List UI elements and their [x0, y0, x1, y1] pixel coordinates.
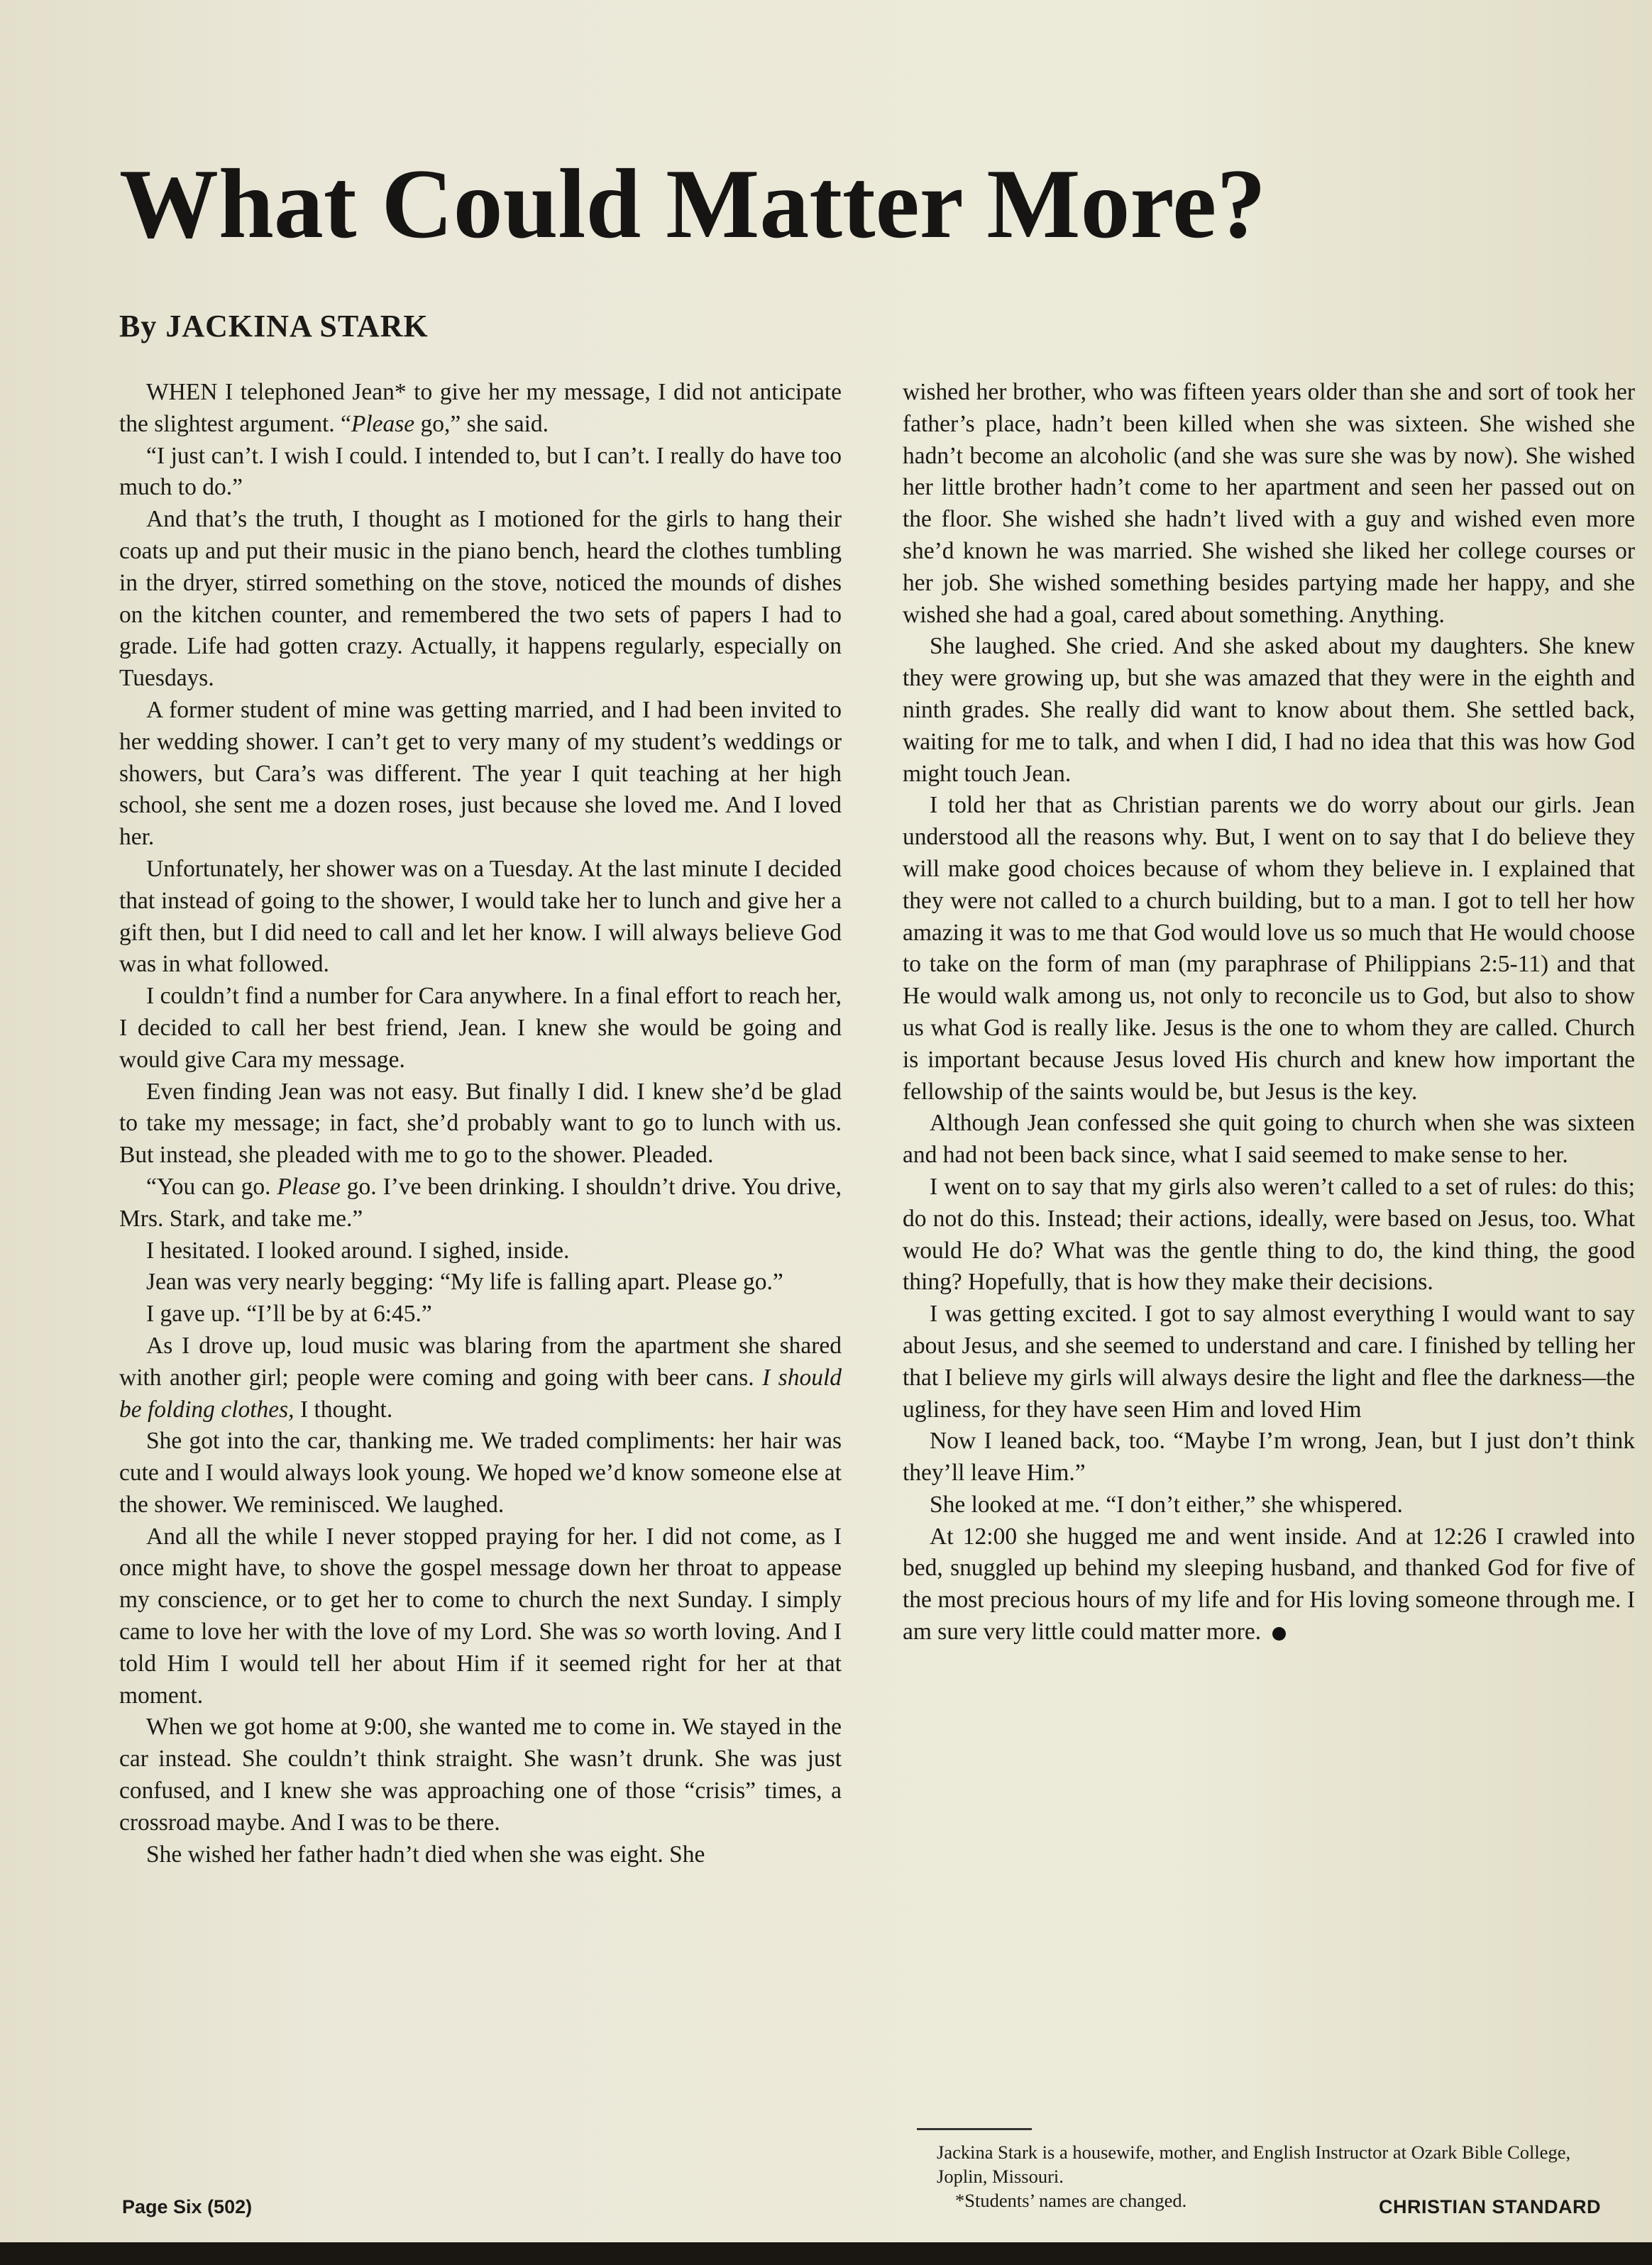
paragraph: “You can go. Please go. I’ve been drinking. I shouldn’t drive. You drive, Mrs. Stark, and take me.”: [119, 1173, 842, 1232]
paragraph: A former student of mine was getting married, and I had been invited to her wedding shower. I can’t get to very many of my student’s weddings or showers, but Cara’s was different. The year I quit teaching at her high school, she sent me a dozen roses, just because she loved me. And I loved her.: [119, 696, 842, 851]
paragraph: I told her that as Christian parents we do worry about our girls. Jean understood all the reasons why. But, I went on to say that I do believe they will make good choices because of whom they believe in. I explained that they were not called to a church building, but to a man. I got to tell her how amazing it was to me that God would love us so much that He would choose to take on the form of man (my paraphrase of Philippians 2:5-11) and that He would walk among us, not only to reconcile us to God, but also to show us what God is really like. Jesus is the one to whom they are called. Church is important because Jesus loved His church and knew how important the fellowship of the saints would be, but Jesus is the key.: [903, 792, 1635, 1105]
paragraph: “I just can’t. I wish I could. I intended to, but I can’t. I really do have too much to do.”: [119, 442, 842, 501]
paragraph: She got into the car, thanking me. We traded compliments: her hair was cute and I would always look young. We hoped we’d know someone else at the shower. We reminisced. We laughed.: [119, 1428, 842, 1518]
paragraph: When we got home at 9:00, she wanted me to come in. We stayed in the car instead. She couldn’t think straight. She wasn’t drunk. She was just confused, and I knew she was approaching one of those “crisis” times, a crossroad maybe. And I was to be there.: [119, 1714, 842, 1836]
paragraph: She laughed. She cried. And she asked about my daughters. She knew they were growing up, but she was amazed that they were in the eighth and ninth grades. She really did want to know about them. She settled back, waiting for me to talk, and when I did, I had no idea that this was how God might touch Jean.: [903, 633, 1635, 787]
text-column-left: [119, 377, 842, 1870]
paragraph: Now I leaned back, too. “Maybe I’m wrong, Jean, but I just don’t think they’ll leave Him.”: [903, 1428, 1635, 1487]
paragraph: I was getting excited. I got to say almost everything I would want to say about Jesus, and she seemed to understand and care. I finished by telling her that I believe my girls will always desire the light and flee the darkness—the ugliness, for they have seen Him and loved Him: [903, 1301, 1635, 1423]
footnote-divider: [917, 2128, 1032, 2130]
byline: By JACKINA STARK: [119, 309, 429, 343]
paragraph: I hesitated. I looked around. I sighed, inside.: [146, 1237, 570, 1264]
paragraph: As I drove up, loud music was blaring from the apartment she shared with another girl; people were coming and going with beer cans. I should be folding clothes, I thought.: [119, 1332, 842, 1423]
text-column-right: [903, 377, 1635, 1648]
paragraph: And all the while I never stopped praying for her. I did not come, as I once might have, to shove the gospel message down her throat to appease my conscience, or to get her to come to church the next Sunday. I simply came to love her with the love of my Lord. She was so worth loving. And I told Him I would tell her about Him if it seemed right for her at that moment.: [119, 1523, 842, 1709]
page-number: Page Six (502): [122, 2196, 253, 2217]
paragraph: WHEN I telephoned Jean* to give her my message, I did not anticipate the slightest argument. “Please go,” she said.: [119, 379, 842, 437]
paragraph: I couldn’t find a number for Cara anywhere. In a final effort to reach her, I decided to call her best friend, Jean. I knew she would be going and would give Cara my message.: [119, 983, 842, 1073]
publication-name: CHRISTIAN STANDARD: [1379, 2196, 1601, 2217]
names-note: *Students’ names are changed.: [955, 2190, 1187, 2211]
paragraph-continued: wished her brother, who was fifteen years older than she and sort of took her father’s place, hadn’t been killed when she was sixteen. She wished she hadn’t become an alcoholic (and she was sure she was by now). She wished her little brother hadn’t come to her apartment and seen her passed out on the floor. She wished she hadn’t lived with a guy and wished even more she’d known he was married. She wished she liked her college courses or her job. She wished something besides partying made her happy, and she wished she had a goal, cared about something. Anything.: [903, 379, 1635, 628]
paragraph: And that’s the truth, I thought as I motioned for the girls to hang their coats up and put their music in the piano bench, heard the clothes tumbling in the dryer, stirred something on the stove, noticed the mounds of dishes on the kitchen counter, and remembered the two sets of papers I had to grade. Life had gotten crazy. Actually, it happens regularly, especially on Tuesdays.: [119, 506, 842, 692]
end-mark-icon: [1272, 1627, 1286, 1641]
paragraph: At 12:00 she hugged me and went inside. And at 12:26 I crawled into bed, snuggled up behind my sleeping husband, and thanked God for five of the most precious hours of my life and for His loving someone through me. I am sure very little could matter more.: [903, 1523, 1635, 1646]
paragraph: Although Jean confessed she quit going to church when she was sixteen and had not been back since, what I said seemed to make sense to her.: [903, 1110, 1635, 1169]
scan-edge: [0, 2242, 1652, 2265]
paragraph: She wished her father hadn’t died when she was eight. She: [146, 1841, 705, 1868]
paragraph: Even finding Jean was not easy. But finally I did. I knew she’d be glad to take my message; in fact, she’d probably want to go to lunch with us. But instead, she pleaded with me to go to the shower. Pleaded.: [119, 1078, 842, 1169]
paragraph: I went on to say that my girls also weren’t called to a set of rules: do this; do not do this. Instead; their actions, ideally, were based on Jesus, too. What would He do? What was the gentle thing to do, the kind thing, the good thing? Hopefully, that is how they make their decisions.: [903, 1173, 1635, 1296]
article-title: What Could Matter More?: [119, 149, 1267, 259]
paragraph: Jean was very nearly begging: “My life is falling apart. Please go.”: [146, 1269, 783, 1296]
paragraph: She looked at me. “I don’t either,” she whispered.: [930, 1491, 1403, 1518]
paragraph: Unfortunately, her shower was on a Tuesday. At the last minute I decided that instead of going to the shower, I would take her to lunch and give her a gift then, but I did need to call and let her know. I will always believe God was in what followed.: [119, 855, 842, 978]
author-bio: Jackina Stark is a housewife, mother, and English Instructor at Ozark Bible College, Joplin, Missouri.: [937, 2142, 1571, 2187]
paragraph: I gave up. “I’ll be by at 6:45.”: [146, 1301, 432, 1328]
